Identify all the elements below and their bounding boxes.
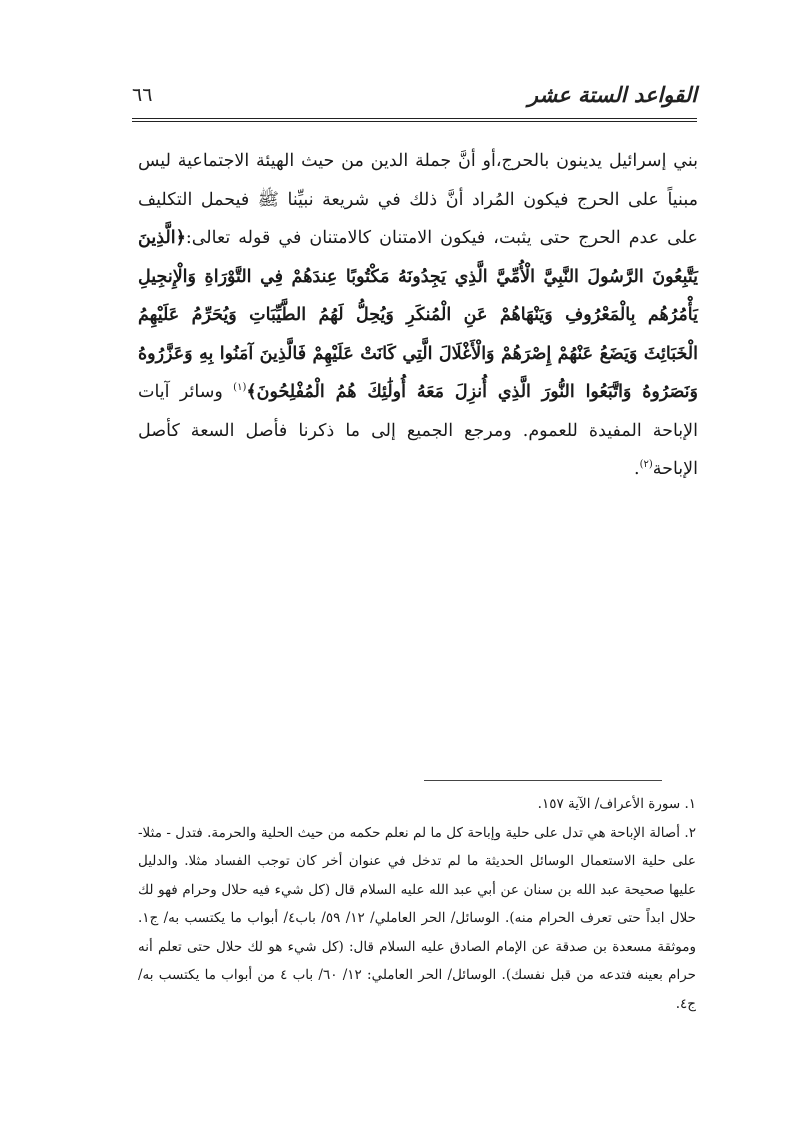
footnote-ref-1[interactable]: (١) [233, 382, 247, 394]
main-text [138, 142, 698, 489]
footnote-ref-2[interactable]: (٢) [639, 459, 653, 471]
intro-text: بني إسرائيل يدينون بالحرج،أو أنَّ جملة الدين من حيث الهيئة الاجتماعية ليس مبنياً على الحرج فيكون المُراد أنَّ ذلك في شريعة نبيِّنا ﷺ فيحمل التكليف على عدم الحرج حتى يثبت، فيكون الامتنان كالامتنان في قوله تعالى: [138, 151, 698, 248]
quran-verse: ﴿الَّذِينَ يَتَّبِعُونَ الرَّسُولَ النَّبِيَّ الْأُمِّيَّ الَّذِي يَجِدُونَهُ مَكْتُوبًا عِندَهُمْ فِي التَّوْرَاةِ وَالْإِنجِيلِ يَأْمُرُهُم بِالْمَعْرُوفِ وَيَنْهَاهُمْ عَنِ الْمُنكَرِ وَيُحِلُّ لَهُمُ الطَّيِّبَاتِ وَيُحَرِّمُ عَلَيْهِمُ الْخَبَائِثَ وَيَضَعُ عَنْهُمْ إِصْرَهُمْ وَالْأَغْلَالَ الَّتِي كَانَتْ عَلَيْهِمْ فَالَّذِينَ آمَنُوا بِهِ وَعَزَّرُوهُ وَنَصَرُوهُ وَاتَّبَعُوا النُّورَ الَّذِي أُنزِلَ مَعَهُ أُولَٰئِكَ هُمُ الْمُفْلِحُونَ﴾ [138, 228, 698, 402]
footnote-1: ١. سورة الأعراف/ الآية ١٥٧. [537, 796, 696, 812]
after-verse-text: وسائر آيات الإباحة المفيدة للعموم. ومرجع الجميع إلى ما ذكرنا فأصل السعة كأصل الإباحة [138, 382, 698, 479]
footnote-separator [424, 780, 662, 781]
page-header [132, 78, 697, 122]
page-number: ٦٦ [132, 84, 153, 106]
main-paragraph [138, 142, 698, 489]
footnote-2: ٢. أصالة الإباحة هي تدل على حلية وإباحة كل ما لم نعلم حكمه من حيث الحلية والحرمة. فتدل - مثلا- على حلية الاستعمال الوسائل الحديثة ما لم تدخل في عنوان أخر كان توجب الفساد مثلا. والدليل عليها صحيحة عبد الله بن سنان عن أبي عبد الله عليه السلام قال (كل شيء فيه حلال وحرام فهو لك حلال ابداً حتى تعرف الحرام منه). الوسائل/ الحر العاملي/ ١٢/ ٥٩/ باب٤/ أبواب ما يكتسب به/ ج١. وموثقة مسعدة بن صدقة عن الإمام الصادق عليه السلام قال: (كل شيء هو لك حلال حتى تعلم أنه حرام بعينه فتدعه من قبل نفسك). الوسائل/ الحر العاملي: ١٢/ ٦٠/ باب ٤ من أبواب ما يكتسب به/ ج٤. [138, 824, 697, 1012]
header-rule [132, 118, 697, 122]
running-title: القواعد الستة عشر [527, 82, 697, 107]
end-punct: . [633, 459, 640, 479]
footnotes [138, 790, 696, 1018]
